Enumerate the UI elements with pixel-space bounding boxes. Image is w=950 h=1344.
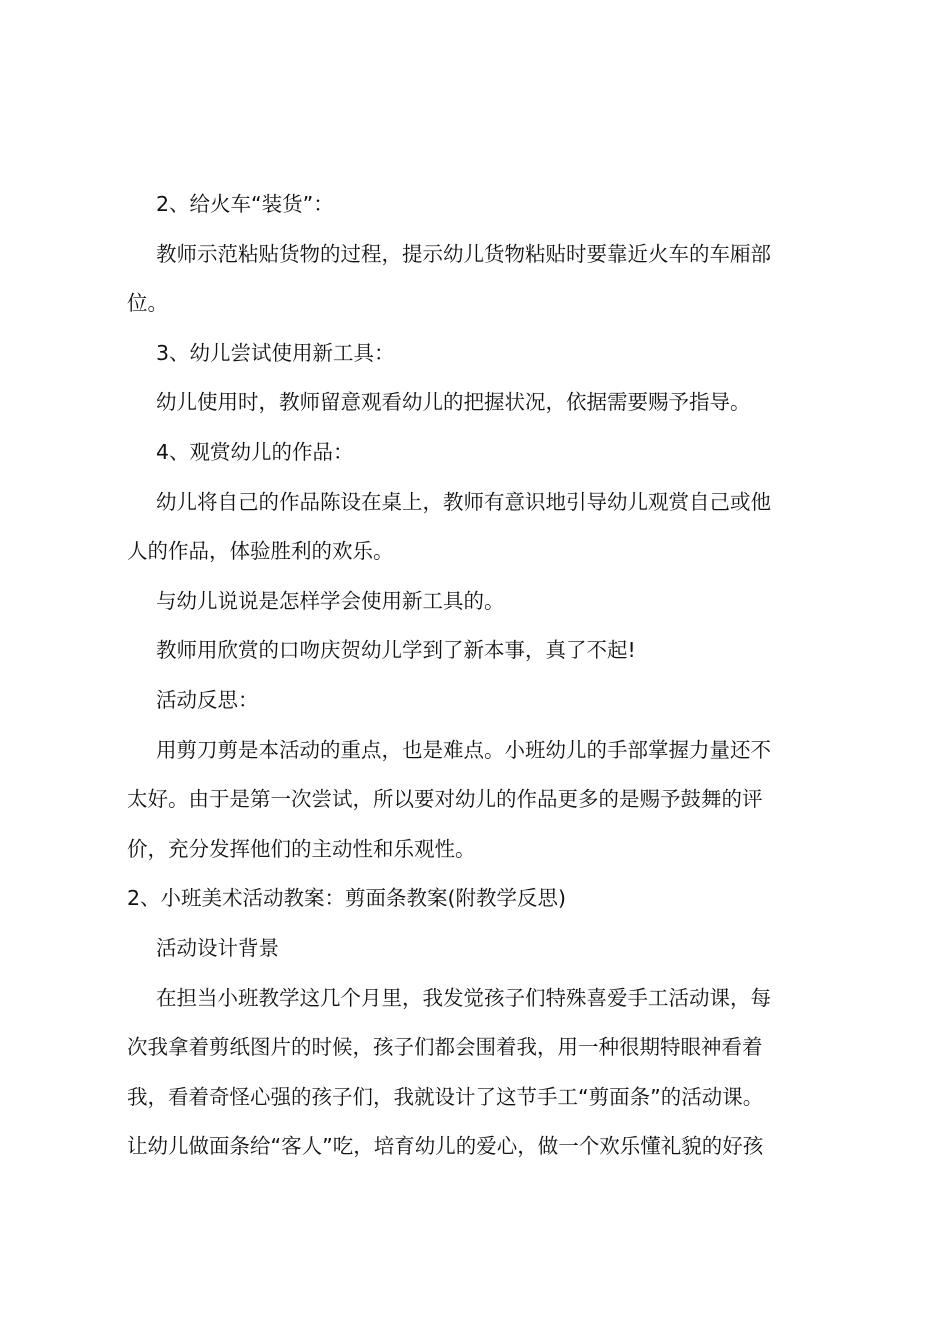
paragraph-line: 次我拿着剪纸图片的时候，孩子们都会围着我，用一种很期特眼神看着 — [127, 1035, 763, 1060]
paragraph-line: 教师示范粘贴货物的过程，提示幼儿货物粘贴时要靠近火车的车厢部 — [156, 241, 771, 266]
paragraph-line: 3、幼儿尝试使用新工具： — [156, 340, 395, 365]
paragraph-line: 4、观赏幼儿的作品： — [156, 439, 354, 464]
paragraph-line: 教师用欣赏的口吻庆贺幼儿学到了新本事，真了不起! — [156, 638, 636, 663]
paragraph-line: 位。 — [127, 291, 168, 316]
section-heading: 活动设计背景 — [156, 935, 279, 960]
paragraph-line: 我，看着奇怪心强的孩子们，我就设计了这节手工“剪面条”的活动课。 — [127, 1084, 764, 1109]
paragraph-line: 在担当小班教学这几个月里，我发觉孩子们特殊喜爱手工活动课，每 — [156, 985, 771, 1010]
paragraph-line: 2、给火车“装货”： — [156, 192, 334, 216]
section-title: 2、小班美术活动教案：剪面条教案(附教学反思) — [127, 886, 567, 911]
section-heading: 活动反思： — [156, 687, 259, 712]
paragraph-line: 幼儿将自己的作品陈设在桌上，教师有意识地引导幼儿观赏自己或他 — [156, 489, 771, 514]
paragraph-line: 用剪刀剪是本活动的重点，也是难点。小班幼儿的手部掌握力量还不 — [156, 737, 771, 762]
paragraph-line: 太好。由于是第一次尝试，所以要对幼儿的作品更多的是赐予鼓舞的评 — [127, 787, 763, 812]
paragraph-line: 人的作品，体验胜利的欢乐。 — [127, 539, 394, 564]
paragraph-line: 与幼儿说说是怎样学会使用新工具的。 — [156, 588, 505, 613]
document-body — [127, 180, 833, 1172]
paragraph-line: 价，充分发挥他们的主动性和乐观性。 — [127, 836, 476, 861]
paragraph-line: 让幼儿做面条给“客人”吃，培育幼儿的爱心，做一个欢乐懂礼貌的好孩 — [127, 1134, 764, 1159]
paragraph-line: 幼儿使用时，教师留意观看幼儿的把握状况，依据需要赐予指导。 — [156, 390, 751, 415]
